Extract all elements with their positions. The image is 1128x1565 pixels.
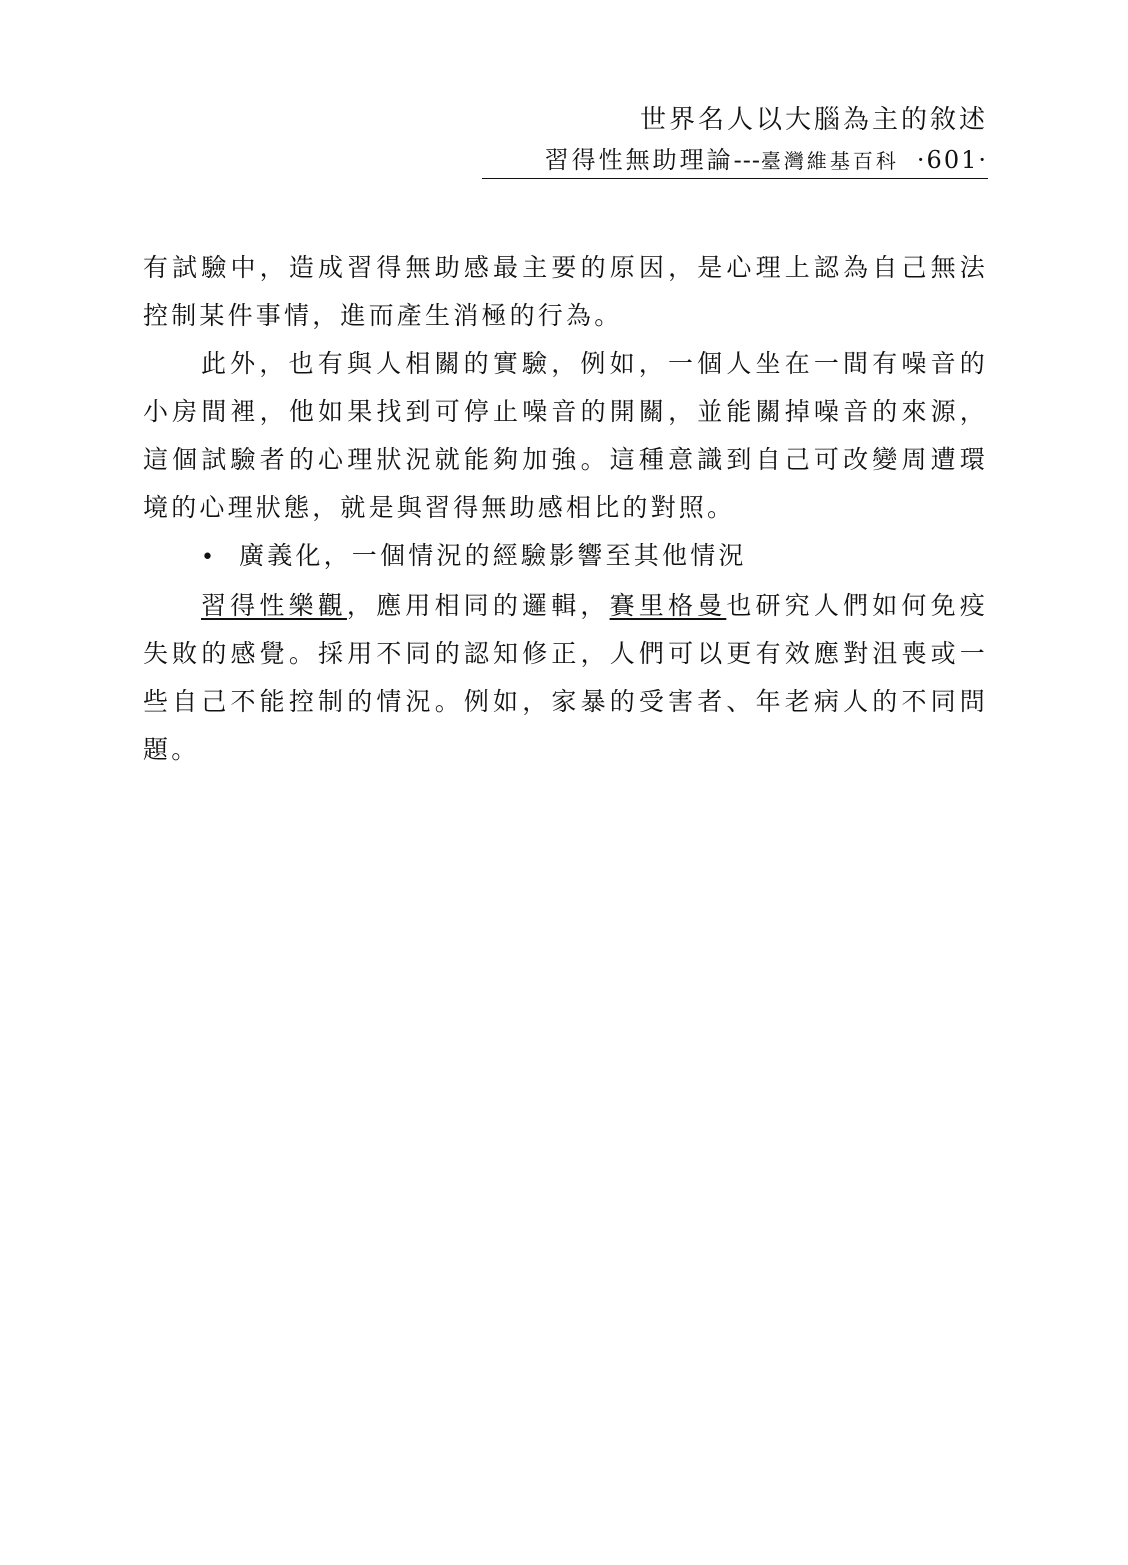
paragraph-1: 有試驗中，造成習得無助感最主要的原因，是心理上認為自己無法控制某件事情，進而產生消極的行為。 <box>143 253 988 330</box>
link-learned-optimism[interactable]: 習得性樂觀 <box>201 591 347 620</box>
paragraph-4 <box>143 582 988 774</box>
paragraph-2: 此外，也有與人相關的實驗，例如，一個人坐在一間有噪音的小房間裡，他如果找到可停止噪音的開關，並能關掉噪音的來源，這個試驗者的心理狀況就能夠加強。這種意識到自己可改變周遭環境的心理狀態，就是與習得無助感相比的對照。 <box>143 349 988 522</box>
bullet-item <box>143 532 988 582</box>
link-seligman[interactable]: 賽里格曼 <box>609 591 727 620</box>
paragraph-4-text-a: ，應用相同的邏輯， <box>346 591 610 620</box>
header-chapter-title: 習得性無助理論 <box>544 146 734 174</box>
paragraph-4-text-b: 也研究人們如何免疫失敗的感覺。採用不同的認知修正，人們可以更有效應對沮喪或一些自己不能控制的情況。例如，家暴的受害者、年老病人的不同問題。 <box>143 591 988 764</box>
header-book-title: 世界名人以大腦為主的敘述 <box>639 105 988 135</box>
bullet-icon: • <box>201 545 218 570</box>
header-source: 臺灣維基百科 <box>760 149 899 173</box>
running-header <box>468 100 988 180</box>
bullet-text: 廣義化，一個情況的經驗影響至其他情況 <box>239 541 747 570</box>
header-separator: --- <box>733 146 761 174</box>
header-chapter-line <box>468 140 988 180</box>
page-number: ·601· <box>916 146 988 174</box>
header-rule <box>482 178 988 179</box>
body-text <box>143 244 988 774</box>
